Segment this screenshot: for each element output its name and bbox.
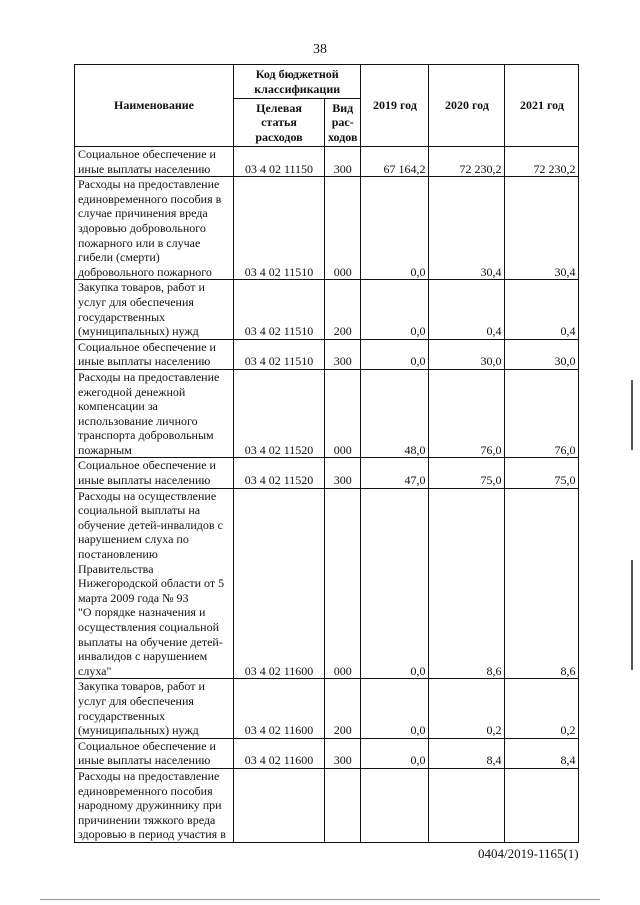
cell-year-2019: 0,0 xyxy=(361,177,429,280)
cell-name: Расходы на осуществление социальной выплаты на обучение детей-инвалидов с нарушением слуха по постановлению Правительства Нижегородской области от 5 марта 2009 года № 93 "О порядке назначения и осуществления социальной выплаты на обучение детей- инвалидов с нарушением слуха" xyxy=(75,488,234,679)
header-expense-kind: Вид рас- ходов xyxy=(325,99,361,147)
table-body xyxy=(75,147,579,843)
cell-target-article: 03 4 02 11600 xyxy=(234,488,325,679)
cell-target-article: 03 4 02 11510 xyxy=(234,339,325,369)
scan-edge-mark xyxy=(631,560,633,670)
cell-year-2019: 0,0 xyxy=(361,738,429,768)
cell-expense-kind: 200 xyxy=(325,679,361,738)
scan-bottom-line xyxy=(40,899,600,900)
cell-name: Социальное обеспечение и иные выплаты населению xyxy=(75,458,234,488)
cell-name: Закупка товаров, работ и услуг для обеспечения государственных (муниципальных) нужд xyxy=(75,280,234,339)
cell-year-2019: 0,0 xyxy=(361,679,429,738)
cell-year-2020: 8,4 xyxy=(429,738,505,768)
cell-year-2020: 76,0 xyxy=(429,369,505,458)
cell-expense-kind: 200 xyxy=(325,280,361,339)
table-row xyxy=(75,369,579,458)
header-code-group: Код бюджетной классификации xyxy=(234,65,361,99)
header-year-2019: 2019 год xyxy=(361,65,429,147)
cell-name: Закупка товаров, работ и услуг для обеспечения государственных (муниципальных) нужд xyxy=(75,679,234,738)
cell-expense-kind: 300 xyxy=(325,458,361,488)
cell-year-2020: 75,0 xyxy=(429,458,505,488)
header-target-article: Целевая статья расходов xyxy=(234,99,325,147)
cell-name: Социальное обеспечение и иные выплаты населению xyxy=(75,147,234,177)
cell-year-2021: 76,0 xyxy=(505,369,579,458)
cell-target-article xyxy=(234,768,325,842)
cell-year-2021: 75,0 xyxy=(505,458,579,488)
cell-expense-kind: 300 xyxy=(325,339,361,369)
scan-edge-mark xyxy=(631,380,633,450)
cell-year-2020: 0,2 xyxy=(429,679,505,738)
cell-year-2020: 8,6 xyxy=(429,488,505,679)
cell-name: Социальное обеспечение и иные выплаты населению xyxy=(75,339,234,369)
table-row xyxy=(75,458,579,488)
cell-target-article: 03 4 02 11510 xyxy=(234,177,325,280)
cell-expense-kind xyxy=(325,768,361,842)
table-row xyxy=(75,177,579,280)
cell-expense-kind: 000 xyxy=(325,369,361,458)
cell-year-2019: 67 164,2 xyxy=(361,147,429,177)
cell-year-2021: 8,4 xyxy=(505,738,579,768)
cell-expense-kind: 300 xyxy=(325,147,361,177)
budget-table xyxy=(74,64,579,843)
document-number: 0404/2019-1165(1) xyxy=(478,846,579,861)
cell-year-2021: 8,6 xyxy=(505,488,579,679)
cell-year-2020: 72 230,2 xyxy=(429,147,505,177)
cell-target-article: 03 4 02 11600 xyxy=(234,738,325,768)
cell-year-2020: 30,4 xyxy=(429,177,505,280)
header-year-2021: 2021 год xyxy=(505,65,579,147)
cell-year-2021: 0,2 xyxy=(505,679,579,738)
table-row xyxy=(75,768,579,842)
cell-year-2019: 0,0 xyxy=(361,488,429,679)
cell-year-2019 xyxy=(361,768,429,842)
table-row xyxy=(75,147,579,177)
cell-name: Социальное обеспечение и иные выплаты населению xyxy=(75,738,234,768)
header-name: Наименование xyxy=(75,65,234,147)
cell-year-2020: 0,4 xyxy=(429,280,505,339)
cell-year-2019: 47,0 xyxy=(361,458,429,488)
cell-expense-kind: 300 xyxy=(325,738,361,768)
cell-target-article: 03 4 02 11520 xyxy=(234,458,325,488)
table-row xyxy=(75,679,579,738)
cell-year-2021: 30,0 xyxy=(505,339,579,369)
table-row xyxy=(75,280,579,339)
cell-target-article: 03 4 02 11520 xyxy=(234,369,325,458)
cell-expense-kind: 000 xyxy=(325,177,361,280)
cell-year-2021 xyxy=(505,768,579,842)
table-row xyxy=(75,339,579,369)
table-row xyxy=(75,738,579,768)
cell-year-2021: 72 230,2 xyxy=(505,147,579,177)
cell-year-2020 xyxy=(429,768,505,842)
cell-target-article: 03 4 02 11510 xyxy=(234,280,325,339)
cell-year-2019: 0,0 xyxy=(361,339,429,369)
cell-name: Расходы на предоставление единовременного пособия народному дружиннику при причинении тяжкого вреда здоровью в период участия в xyxy=(75,768,234,842)
cell-target-article: 03 4 02 11600 xyxy=(234,679,325,738)
cell-target-article: 03 4 02 11150 xyxy=(234,147,325,177)
cell-name: Расходы на предоставление ежегодной денежной компенсации за использование личного транспорта добровольным пожарным xyxy=(75,369,234,458)
cell-year-2019: 48,0 xyxy=(361,369,429,458)
cell-year-2021: 0,4 xyxy=(505,280,579,339)
cell-year-2019: 0,0 xyxy=(361,280,429,339)
table-row xyxy=(75,488,579,679)
cell-year-2020: 30,0 xyxy=(429,339,505,369)
header-year-2020: 2020 год xyxy=(429,65,505,147)
cell-year-2021: 30,4 xyxy=(505,177,579,280)
cell-name: Расходы на предоставление единовременного пособия в случае причинения вреда здоровью добровольного пожарного или в случае гибели (смерти) добровольного пожарного xyxy=(75,177,234,280)
cell-expense-kind: 000 xyxy=(325,488,361,679)
page-number: 38 xyxy=(313,42,327,57)
